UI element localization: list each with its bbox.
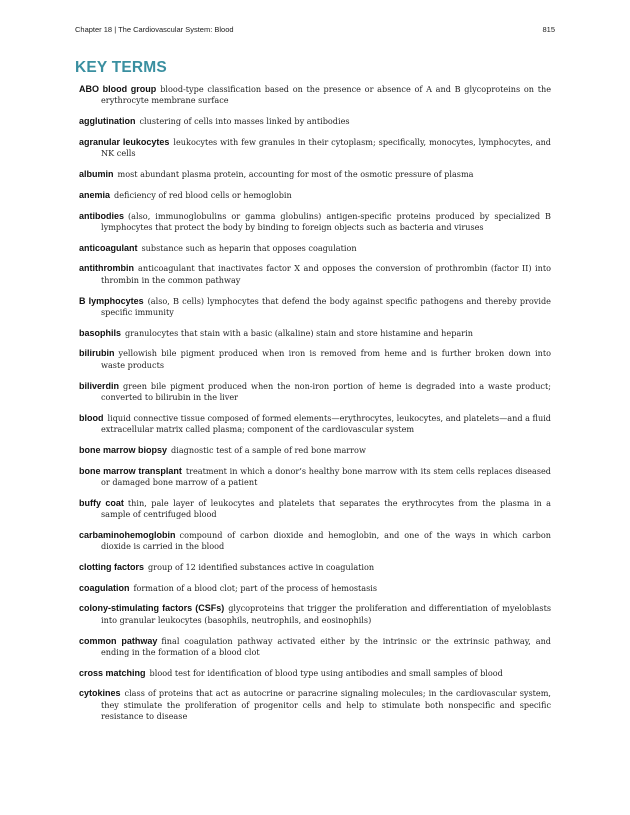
glossary-entry [79,603,551,626]
term-name: bone marrow biopsy [79,444,168,455]
term-name: cross matching [79,667,146,678]
term-name: coagulation [79,582,130,593]
glossary-entry [79,498,551,521]
term-name: antithrombin [79,263,134,274]
term-name: biliverdin [79,380,120,391]
term-name: anticoagulant [79,242,138,253]
glossary-entry [79,116,551,127]
term-name: albumin [79,168,114,179]
term-definition: substance such as heparin that opposes coagulation [141,242,357,253]
section-title: KEY TERMS [75,59,167,76]
glossary-entry [79,688,551,722]
term-name: ABO blood group [79,84,157,94]
glossary-entry [79,530,551,553]
glossary-entry [79,263,551,286]
term-definition: (also, immunoglobulins or gamma globulins) antigen-specific proteins produced by specialized B lymphocytes that protect the body by binding to foreign objects such as bacteria and viruses [101,210,551,232]
term-name: buffy coat [79,497,124,508]
glossary-entry [79,169,551,180]
term-definition: green bile pigment produced when the non-iron portion of heme is degraded into a waste product; converted to bilirubin in the liver [101,380,551,402]
term-name: bone marrow transplant [79,465,182,476]
term-name: common pathway [79,635,158,646]
term-definition: leukocytes with few granules in their cytoplasm; specifically, monocytes, lymphocytes, and NK cells [101,136,551,159]
chapter-title: Chapter 18 | The Cardiovascular System: Blood [75,25,234,34]
glossary-entry [79,296,551,319]
glossary-entry [79,562,551,573]
term-definition: blood test for identification of blood type using antibodies and small samples of blood [149,667,503,678]
term-name: antibodies [79,210,125,221]
glossary-entry [79,190,551,201]
term-definition: yellowish bile pigment produced when iron is removed from heme and is further broken down into waste products [101,348,551,370]
glossary-entry [79,211,551,234]
glossary-entry [79,413,551,436]
term-definition: thin, pale layer of leukocytes and platelets that separates the erythrocytes from the plasma in a sample of centrifuged blood [101,497,551,519]
term-name: bilirubin [79,348,115,359]
page-header [75,25,555,37]
key-terms-list [79,84,551,732]
page-number: 815 [542,25,555,34]
term-definition: liquid connective tissue composed of formed elements—erythrocytes, leukocytes, and platelets—and a fluid extracellular matrix called plasma; component of the cardiovascular system [101,412,551,434]
term-name: clotting factors [79,561,145,572]
glossary-entry [79,466,551,489]
term-name: cytokines [79,688,121,699]
term-definition: glycoproteins that trigger the proliferation and differentiation of myeloblasts into granular leukocytes (basophils, neutrophils, and eosinophils) [101,603,552,625]
term-definition: compound of carbon dioxide and hemoglobin, and one of the ways in which carbon dioxide is carried in the blood [101,529,551,552]
term-definition: deficiency of red blood cells or hemoglobin [114,189,292,200]
term-name: agranular leukocytes [79,136,170,147]
term-name: colony-stimulating factors (CSFs) [79,603,225,614]
term-definition: treatment in which a donor’s healthy bone marrow with its stem cells replaces diseased or damaged bone marrow of a patient [101,465,551,487]
term-definition: anticoagulant that inactivates factor X and opposes the conversion of prothrombin (factor II) into thrombin in the common pathway [101,263,551,285]
term-definition: most abundant plasma protein, accounting for most of the osmotic pressure of plasma [117,168,474,179]
term-definition: clustering of cells into masses linked by antibodies [139,116,350,127]
term-definition: granulocytes that stain with a basic (alkaline) stain and store histamine and heparin [125,327,473,338]
term-definition: formation of a blood clot; part of the process of hemostasis [133,582,378,593]
glossary-entry [79,668,551,679]
term-definition: final coagulation pathway activated either by the intrinsic or the extrinsic pathway, and ending in the formation of a blood clot [101,635,552,657]
glossary-entry [79,137,551,160]
glossary-entry [79,445,551,456]
term-name: basophils [79,327,122,338]
term-definition: class of proteins that act as autocrine or paracrine signaling molecules; in the cardiovascular system, they stimulate the proliferation of progenitor cells and help to stimulate both nonspecific and specific resistance to disease [101,688,551,721]
term-definition: blood-type classification based on the presence or absence of A and B glycoproteins on the erythrocyte membrane surface [101,84,552,106]
term-name: carbaminohemoglobin [79,529,176,540]
glossary-entry [79,348,551,371]
term-name: blood [79,412,104,423]
term-definition: (also, B cells) lymphocytes that defend the body against specific pathogens and thereby provide specific immunity [101,295,551,317]
term-name: agglutination [79,116,136,127]
glossary-entry [79,583,551,594]
glossary-entry [79,636,551,659]
term-definition: diagnostic test of a sample of red bone marrow [171,444,366,455]
glossary-entry [79,328,551,339]
glossary-entry [79,84,551,107]
term-name: B lymphocytes [79,295,144,306]
term-name: anemia [79,189,111,200]
term-definition: group of 12 identified substances active in coagulation [148,561,375,572]
glossary-entry [79,243,551,254]
glossary-entry [79,381,551,404]
